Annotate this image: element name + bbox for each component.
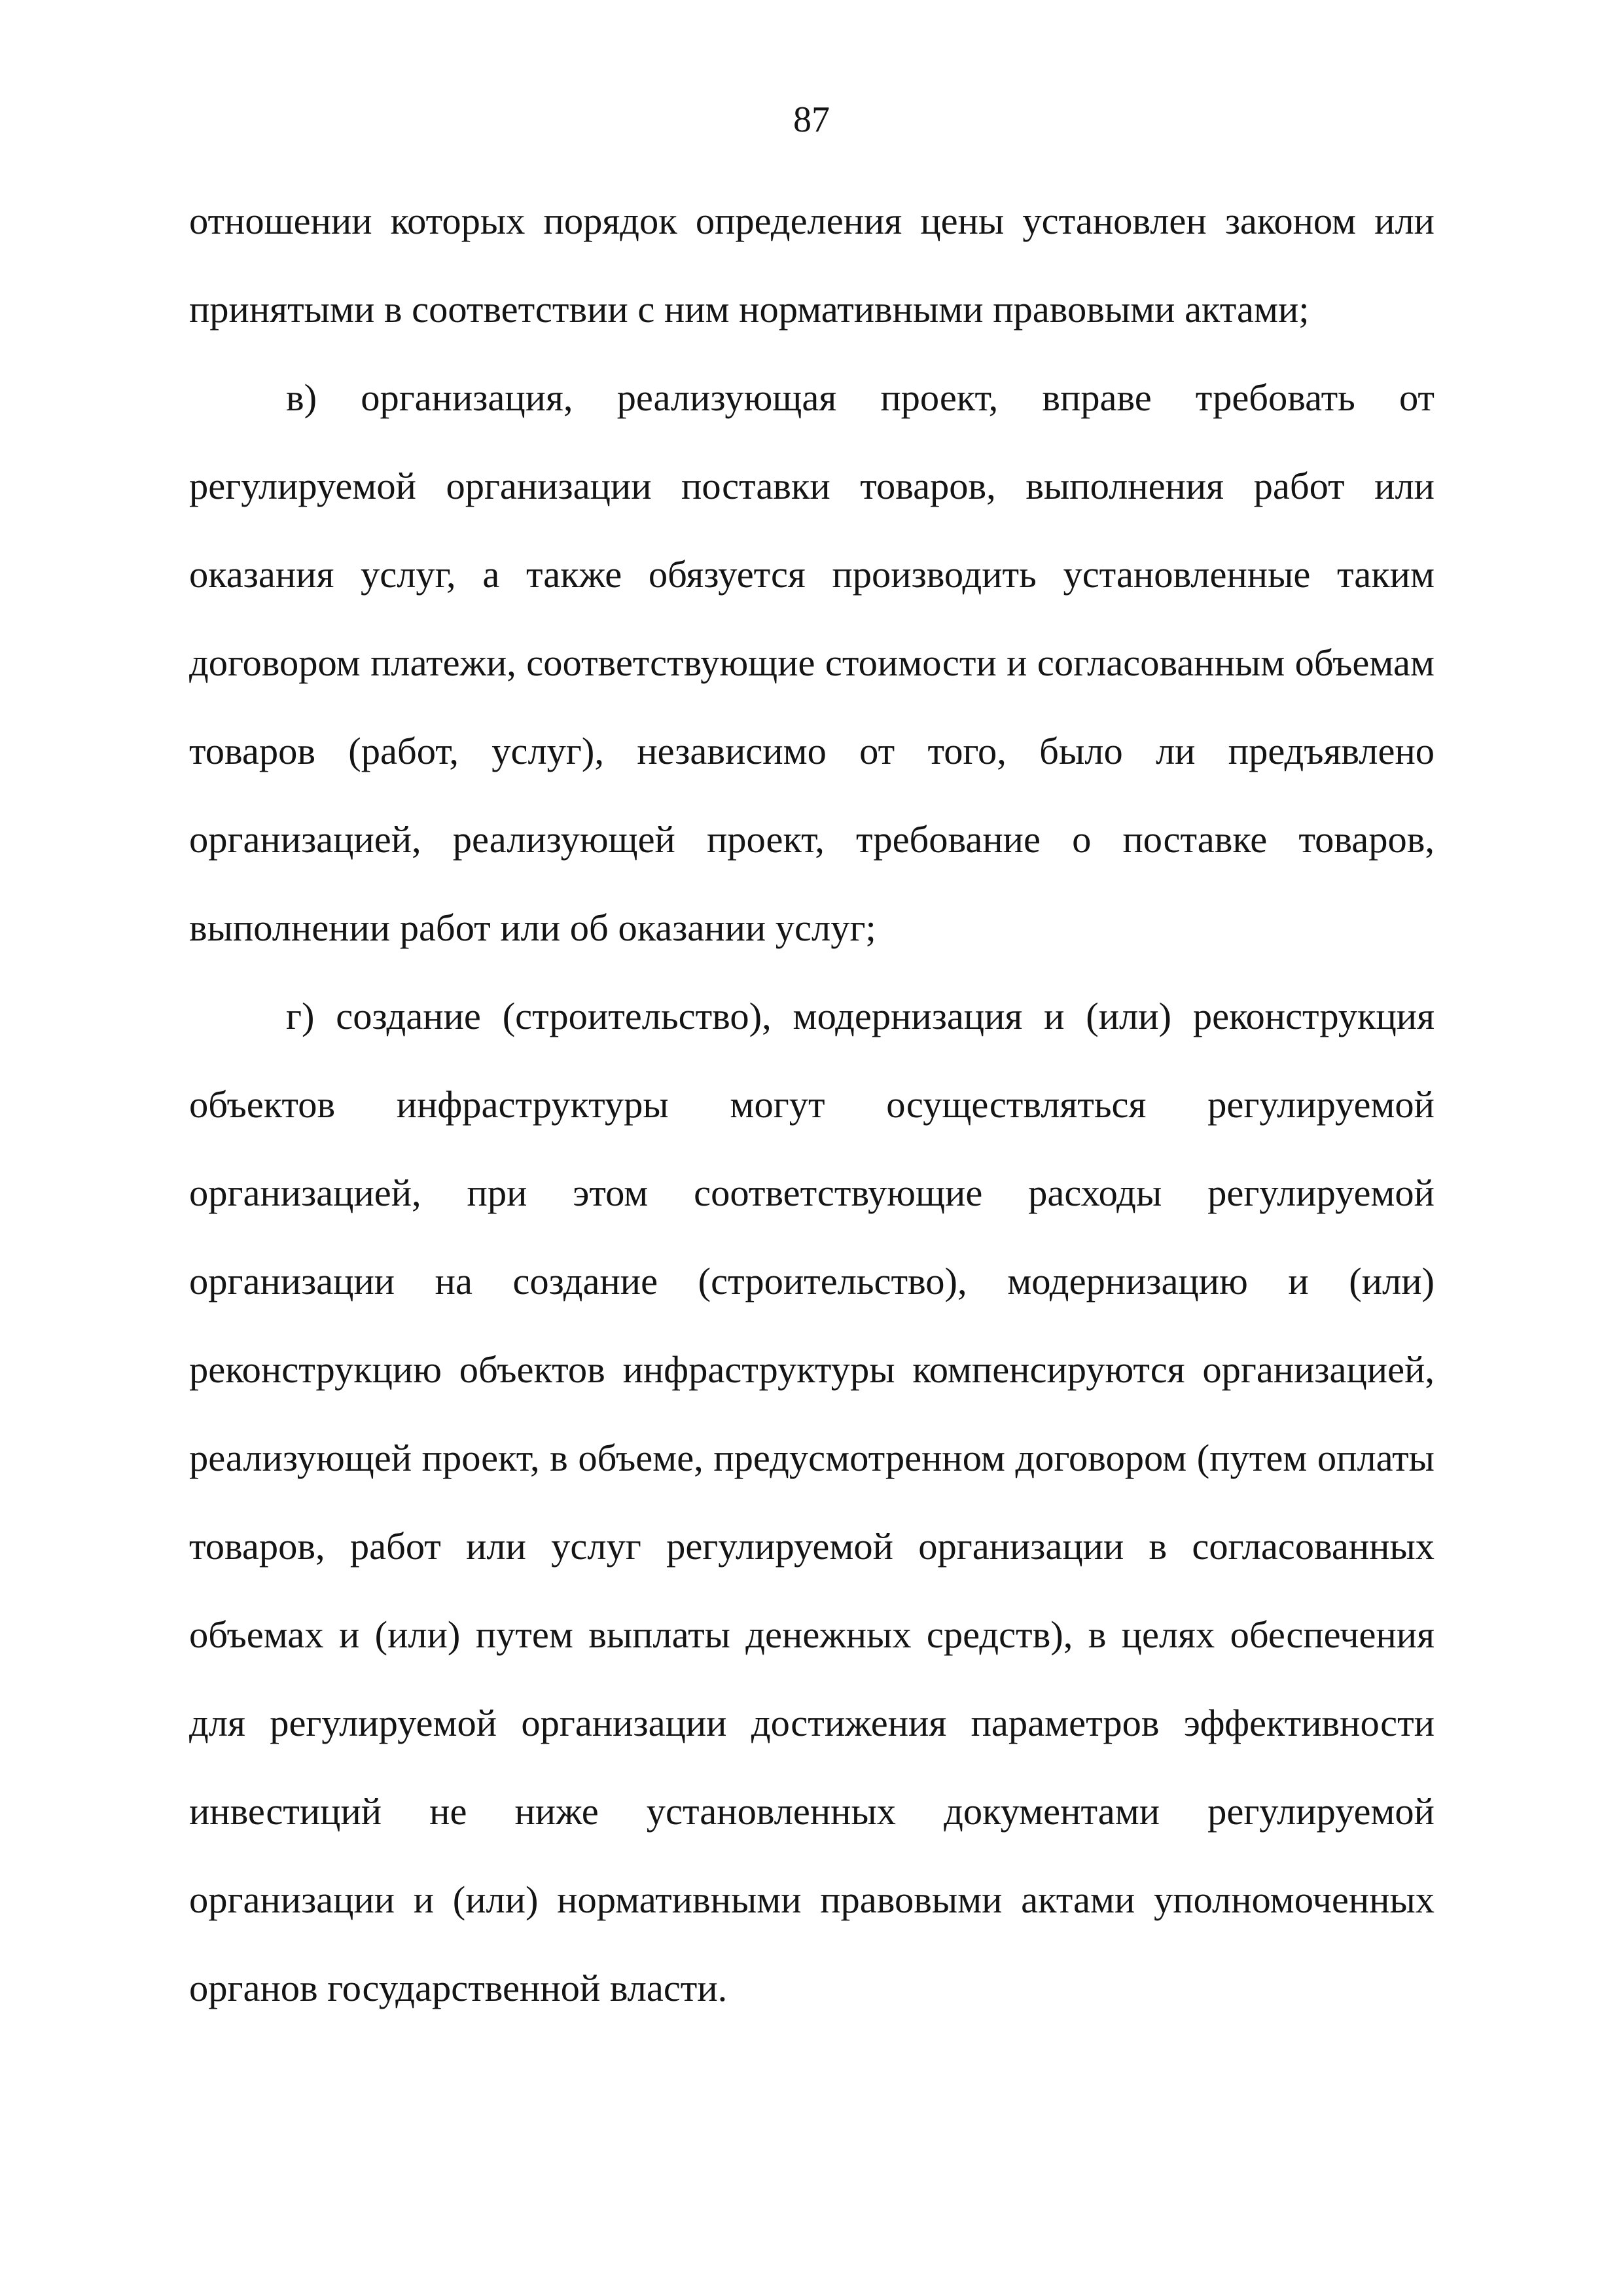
body-text	[189, 177, 1435, 2032]
paragraph-item-v: в) организация, реализующая проект, вправе требовать от регулируемой организации поставки товаров, выполнения работ или оказания услуг, а также обязуется производить установленные таким договором платежи, соответствующие стоимости и согласованным объемам товаров (работ, услуг), независимо от того, было ли предъявлено организацией, реализующей проект, требование о поставке товаров, выполнении работ или об оказании услуг;	[189, 376, 1435, 949]
page-number: 87	[793, 99, 830, 140]
paragraph-continuation: отношении которых порядок определения цены установлен законом или принятыми в соответствии с ним нормативными правовыми актами;	[189, 200, 1435, 331]
paragraph-item-g: г) создание (строительство), модернизация и (или) реконструкция объектов инфраструктуры могут осуществляться регулируемой организацией, при этом соответствующие расходы регулируемой организации на создание (строительство), модернизацию и (или) реконструкцию объектов инфраструктуры компенсируются организацией, реализующей проект, в объеме, предусмотренном договором (путем оплаты товаров, работ или услуг регулируемой организации в согласованных объемах и (или) путем выплаты денежных средств), в целях обеспечения для регулируемой организации достижения параметров эффективности инвестиций не ниже установленных документами регулируемой организации и (или) нормативными правовыми актами уполномоченных органов государственной власти.	[189, 995, 1435, 2009]
